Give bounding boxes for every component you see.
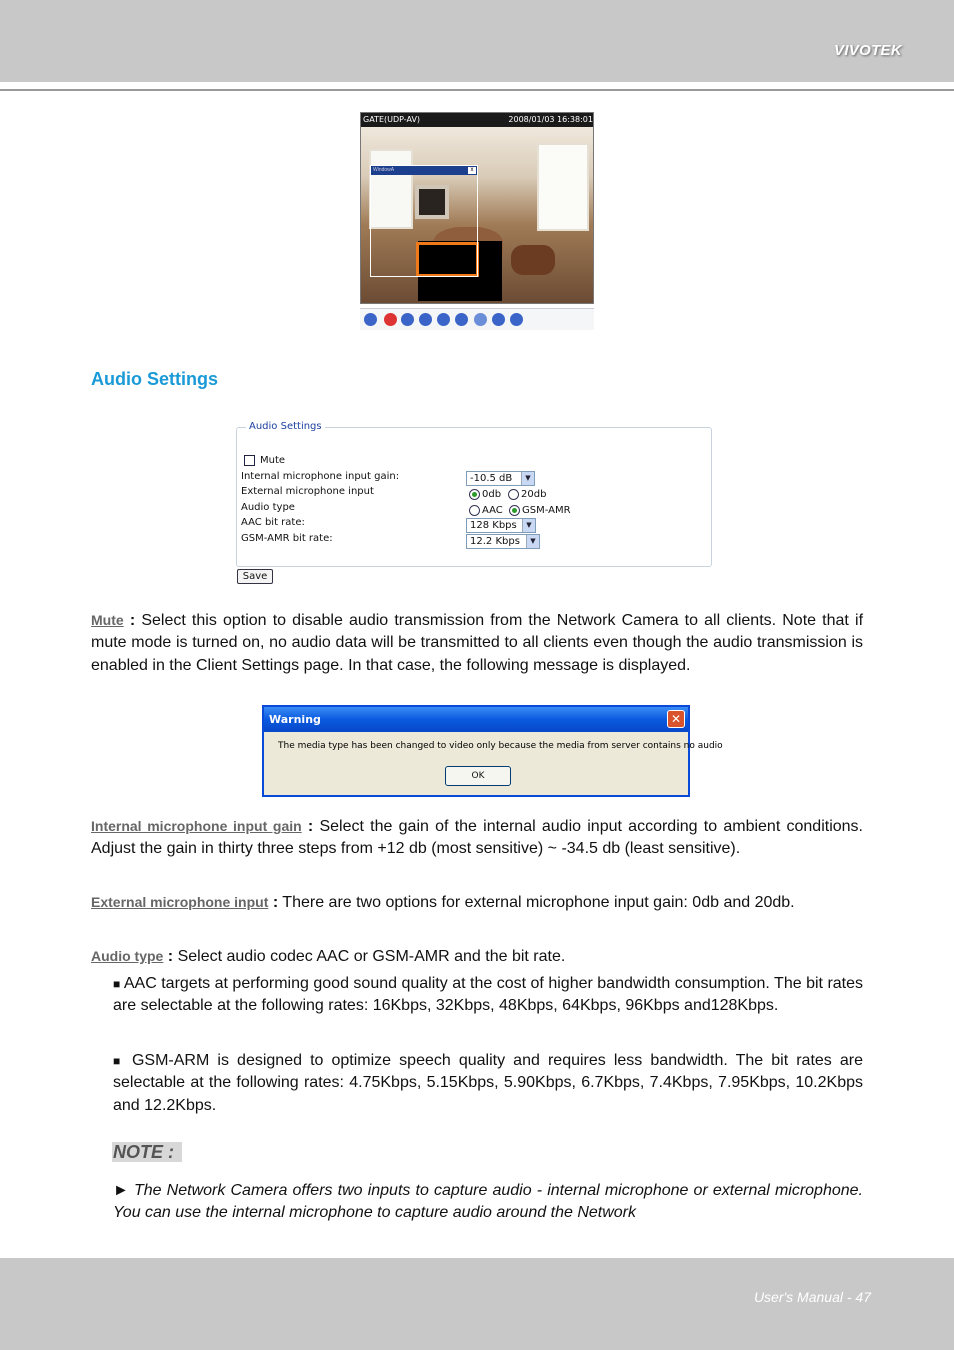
mute-checkbox[interactable] bbox=[244, 455, 255, 466]
mute-text: Select this option to disable audio transmission from the Network Camera to all clients. Note that if mute mode is turned on, no audio data will be transmitted to all clients even though the audio transmission is enabled in the Client Settings page. In that case, the following message is displayed. bbox=[91, 612, 864, 674]
note-label: NOTE : bbox=[112, 1142, 182, 1162]
radio-0db-label: 0db bbox=[482, 489, 502, 500]
zoom-icon[interactable] bbox=[364, 313, 377, 326]
bullet-gsm-text: GSM-ARM is designed to optimize speech quality and requires less bandwidth. The bit rates are selectable at the following rates: 4.75Kbps, 5.15Kbps, 5.90Kbps, 6.7Kbps, 7.4Kbps, 7.95Kbps, 10.2Kbps and 12.2Kbps. bbox=[113, 1052, 863, 1114]
term-colon: : bbox=[272, 894, 279, 911]
note-text-block bbox=[113, 1180, 863, 1225]
radio-0db[interactable] bbox=[469, 489, 480, 500]
internal-gain-value: -10.5 dB bbox=[470, 473, 513, 484]
mic-icon[interactable] bbox=[510, 313, 523, 326]
gsm-rate-value: 12.2 Kbps bbox=[470, 536, 520, 547]
camera-image bbox=[361, 127, 594, 304]
term-colon: : bbox=[129, 612, 136, 629]
term-colon: : bbox=[167, 948, 174, 965]
radio-20db-label: 20db bbox=[521, 489, 547, 500]
section-title: Audio Settings bbox=[91, 369, 218, 389]
close-icon[interactable]: ✕ bbox=[667, 710, 685, 728]
camera-view bbox=[360, 112, 594, 304]
dialog-title: Warning bbox=[264, 707, 688, 732]
pause-icon[interactable] bbox=[419, 313, 432, 326]
aac-rate-select[interactable] bbox=[466, 518, 536, 533]
external-input-text: There are two options for external microphone input gain: 0db and 20db. bbox=[282, 894, 795, 911]
external-input-description bbox=[91, 891, 863, 914]
term-internal-gain: Internal microphone input gain bbox=[91, 818, 302, 834]
bullet-square-icon: ■ bbox=[113, 977, 121, 991]
bullet-square-icon: ■ bbox=[113, 1054, 124, 1068]
gsm-rate-label: GSM-AMR bit rate: bbox=[241, 533, 333, 544]
bullet-aac-text: AAC targets at performing good sound quality at the cost of higher bandwidth consumption. The bit rates are selectable at the following rates: 16Kbps, 32Kbps, 48Kbps, 64Kbps, 96Kbps and128Kbps. bbox=[113, 975, 864, 1015]
stop-icon[interactable] bbox=[437, 313, 450, 326]
chevron-down-icon: ▼ bbox=[522, 519, 535, 532]
dialog-message: The media type has been changed to video only because the media from server contains no audio bbox=[278, 741, 723, 751]
save-button[interactable]: Save bbox=[237, 569, 273, 584]
camera-caption-bar bbox=[361, 113, 594, 127]
gsm-rate-select[interactable] bbox=[466, 534, 540, 549]
camera-source: GATE(UDP-AV) bbox=[363, 115, 421, 124]
bullet-gsm bbox=[113, 1050, 863, 1117]
internal-gain-text: Select the gain of the internal audio input according to ambient conditions. Adjust the gain in thirty three steps from +12 db (most sensitive) ~ -34.5 db (least sensitive). bbox=[91, 818, 863, 858]
volume-icon[interactable] bbox=[455, 313, 468, 326]
internal-gain-select[interactable] bbox=[466, 471, 535, 486]
warning-dialog bbox=[262, 705, 723, 797]
term-colon: : bbox=[307, 818, 314, 835]
talk-icon[interactable] bbox=[492, 313, 505, 326]
term-external-input: External microphone input bbox=[91, 894, 269, 910]
audio-type-label: Audio type bbox=[241, 502, 295, 513]
radio-gsm-amr-label: GSM-AMR bbox=[522, 505, 571, 516]
radio-gsm-amr[interactable] bbox=[509, 505, 520, 516]
note-text: The Network Camera offers two inputs to capture audio - internal microphone or external microphone. You can use the internal microphone to capture audio around the Network bbox=[113, 1182, 863, 1222]
mute-icon[interactable] bbox=[474, 313, 487, 326]
bullet-aac bbox=[113, 973, 863, 1018]
audio-type-description bbox=[91, 945, 863, 968]
room-couch bbox=[511, 245, 555, 275]
radio-aac[interactable] bbox=[469, 505, 480, 516]
header-rule bbox=[0, 89, 954, 91]
internal-gain-description bbox=[91, 815, 863, 861]
motion-window[interactable] bbox=[370, 165, 478, 277]
mute-label: Mute bbox=[260, 455, 286, 466]
page-number: User's Manual - 47 bbox=[753, 1289, 871, 1305]
header-band bbox=[0, 0, 954, 82]
term-mute: Mute bbox=[91, 612, 124, 628]
ok-button[interactable]: OK bbox=[445, 766, 511, 786]
term-audio-type: Audio type bbox=[91, 948, 164, 964]
chevron-down-icon: ▼ bbox=[521, 472, 534, 485]
aac-rate-label: AAC bit rate: bbox=[241, 517, 305, 528]
record-icon[interactable] bbox=[384, 313, 397, 326]
radio-aac-label: AAC bbox=[482, 505, 503, 516]
radio-20db[interactable] bbox=[508, 489, 519, 500]
camera-toolbar bbox=[360, 308, 594, 330]
camera-timestamp: 2008/01/03 16:38:01 bbox=[508, 115, 593, 124]
mute-description bbox=[91, 609, 863, 677]
internal-gain-label: Internal microphone input gain: bbox=[241, 471, 400, 482]
snapshot-icon[interactable] bbox=[401, 313, 414, 326]
aac-rate-value: 128 Kbps bbox=[470, 520, 517, 531]
external-input-label: External microphone input bbox=[241, 486, 374, 497]
audio-type-text: Select audio codec AAC or GSM-AMR and the bit rate. bbox=[177, 948, 566, 965]
brand-logo: VIVOTEK bbox=[834, 42, 902, 59]
panel-legend: Audio Settings bbox=[246, 421, 325, 432]
motion-window-title: WindowA bbox=[371, 166, 477, 175]
chevron-down-icon: ▼ bbox=[526, 535, 539, 548]
motion-window-close-icon[interactable]: x bbox=[468, 167, 476, 174]
room-window-right bbox=[537, 143, 589, 231]
arrow-right-icon: ► bbox=[113, 1182, 129, 1199]
